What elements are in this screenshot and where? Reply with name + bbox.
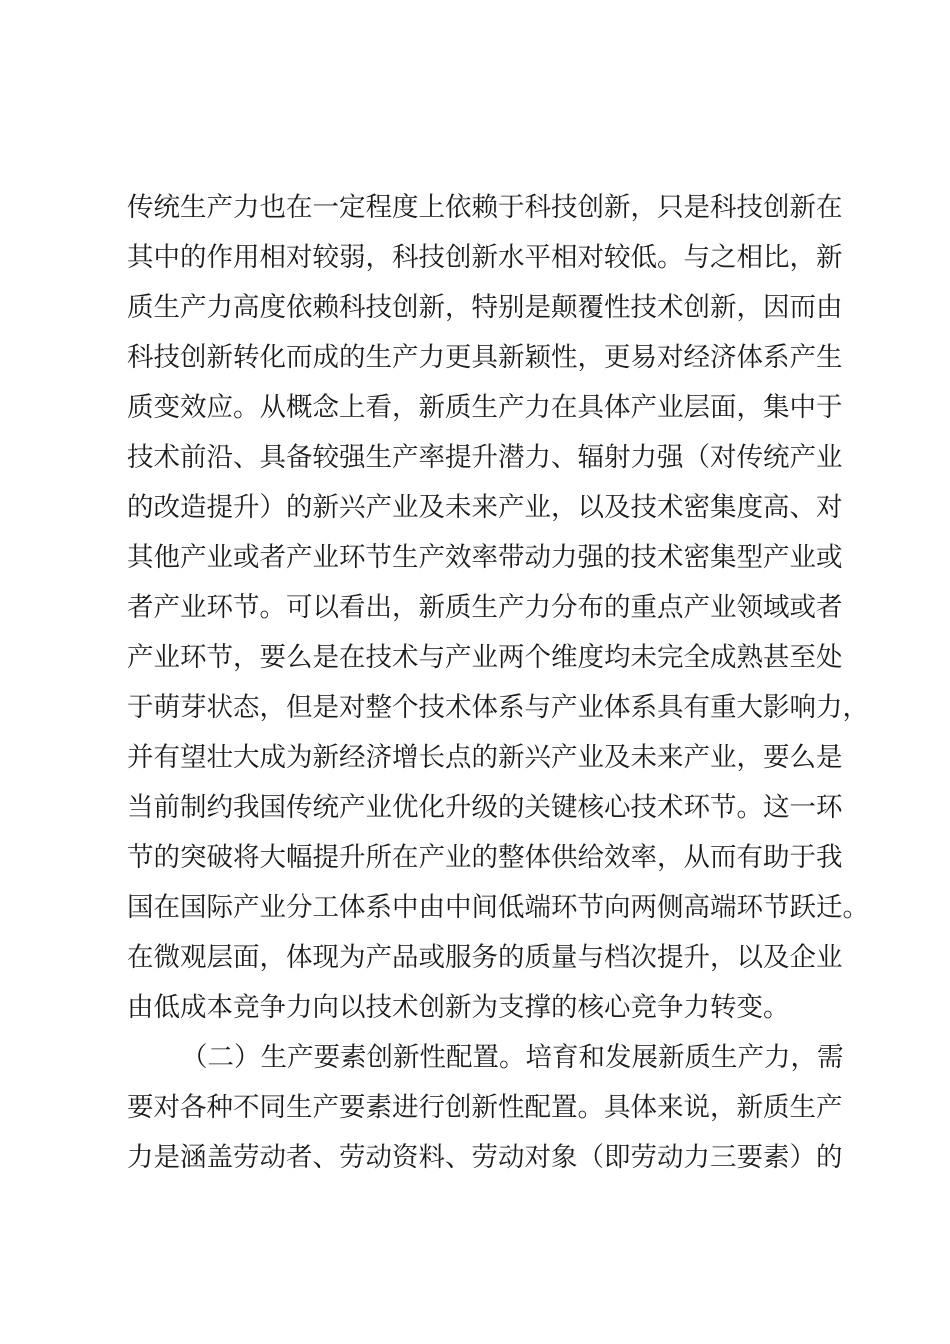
text-line: 质生产力高度依赖科技创新，特别是颠覆性技术创新，因而由 — [127, 292, 843, 323]
text-line: 的改造提升）的新兴产业及未来产业，以及技术密集度高、对 — [127, 492, 843, 523]
text-line: 力是涵盖劳动者、劳动资料、劳动对象（即劳动力三要素）的 — [127, 1142, 843, 1173]
text-line: 传统生产力也在一定程度上依赖于科技创新，只是科技创新在 — [127, 192, 843, 223]
text-line: 并有望壮大成为新经济增长点的新兴产业及未来产业，要么是 — [127, 742, 843, 773]
text-line: 当前制约我国传统产业优化升级的关键核心技术环节。这一环 — [127, 792, 843, 823]
text-line: 者产业环节。可以看出，新质生产力分布的重点产业领域或者 — [127, 592, 843, 623]
text-line: 国在国际产业分工体系中由中间低端环节向两侧高端环节跃迁。 — [127, 892, 869, 923]
text-line: 科技创新转化而成的生产力更具新颖性，更易对经济体系产生 — [127, 342, 843, 373]
body-text — [127, 183, 869, 1183]
text-line: 由低成本竞争力向以技术创新为支撑的核心竞争力转变。 — [127, 992, 790, 1023]
text-line: 要对各种不同生产要素进行创新性配置。具体来说，新质生产 — [127, 1092, 843, 1123]
text-line: 其中的作用相对较弱，科技创新水平相对较低。与之相比，新 — [127, 242, 843, 273]
text-line: 产业环节，要么是在技术与产业两个维度均未完全成熟甚至处 — [127, 642, 843, 673]
paragraph-2 — [127, 1033, 847, 1183]
text-line: 质变效应。从概念上看，新质生产力在具体产业层面，集中于 — [127, 392, 843, 423]
text-line: 于萌芽状态，但是对整个技术体系与产业体系具有重大影响力， — [127, 692, 869, 723]
text-line: 在微观层面，体现为产品或服务的质量与档次提升，以及企业 — [127, 942, 843, 973]
text-line: 节的突破将大幅提升所在产业的整体供给效率，从而有助于我 — [127, 842, 843, 873]
paragraph-1 — [127, 183, 869, 1033]
text-line: 其他产业或者产业环节生产效率带动力强的技术密集型产业或 — [127, 542, 843, 573]
text-line: （二）生产要素创新性配置。培育和发展新质生产力，需 — [181, 1042, 844, 1073]
text-line: 技术前沿、具备较强生产率提升潜力、辐射力强（对传统产业 — [127, 442, 843, 473]
